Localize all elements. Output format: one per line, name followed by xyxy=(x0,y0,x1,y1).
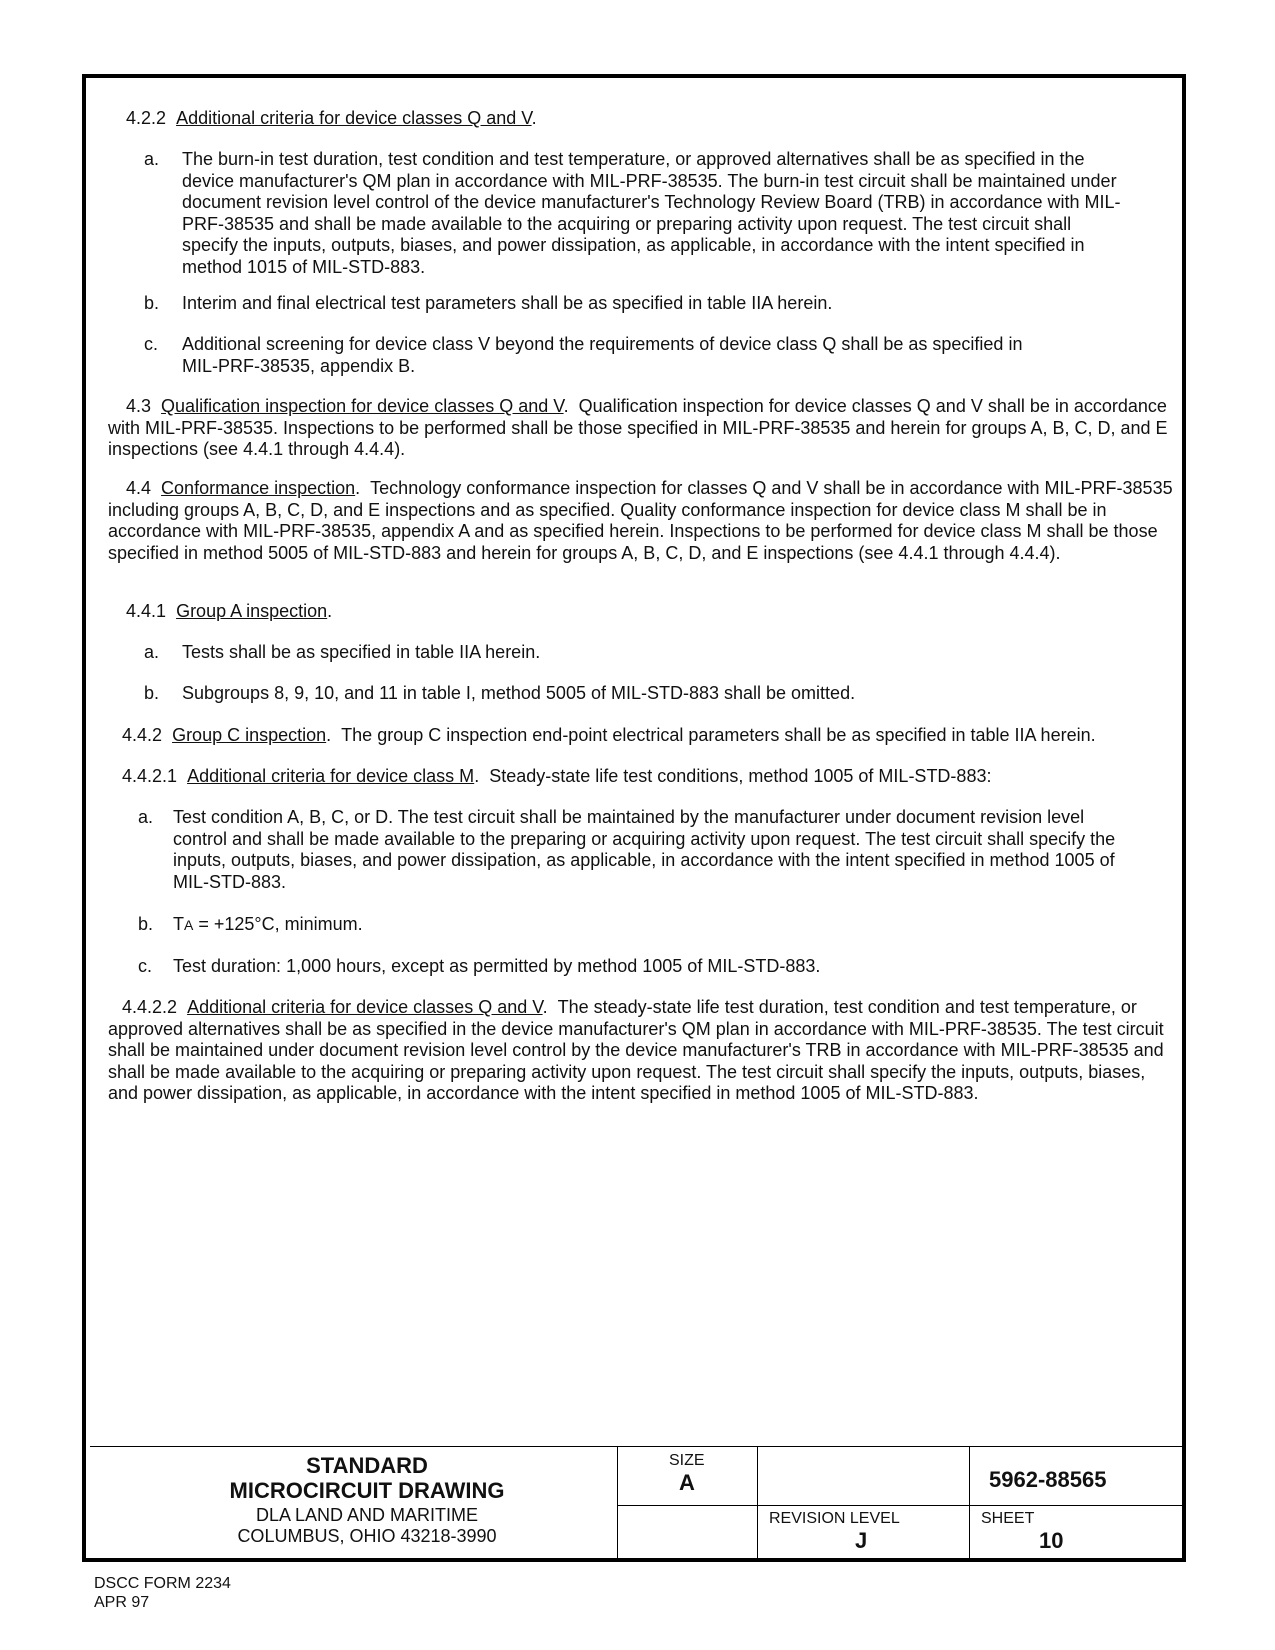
section-4-4-2: 4.4.2 Group C inspection. The group C inspection end-point electrical parameters shall be as specified in table IIA herein. xyxy=(122,725,1096,745)
section-number: 4.4.2.1 xyxy=(122,766,178,786)
list-label: b. xyxy=(144,293,160,313)
section-4-4-2-1: 4.4.2.1 Additional criteria for device class M. Steady-state life test conditions, method 1005 of MIL-STD-883: xyxy=(122,766,992,786)
temp-value: = +125°C, minimum. xyxy=(193,914,363,934)
list-text: Tests shall be as specified in table IIA herein. xyxy=(182,642,541,662)
section-body: Qualification inspection for device classes Q and V shall be in accordance with MIL-PRF-38535. Inspections to be performed shall be those specified in MIL-PRF-38535 and herein for groups A, B, C, D, and E inspections (see 4.4.1 through 4.4.4). xyxy=(108,396,1168,459)
list-text: Test condition A, B, C, or D. The test circuit shall be maintained by the manufacturer under document revision level control and shall be made available to the preparing or acquiring activity upon request. The test circuit shall specify the inputs, outputs, biases, and power dissipation, as applicable, in accordance with the intent specified in method 1005 of MIL-STD-883. xyxy=(173,807,1116,892)
list-text: Test duration: 1,000 hours, except as permitted by method 1005 of MIL-STD-883. xyxy=(173,956,821,976)
section-title: Additional criteria for device class M xyxy=(187,766,475,786)
form-identifier xyxy=(94,1574,231,1612)
section-title: Qualification inspection for device classes Q and V xyxy=(161,396,564,416)
section-4-4: 4.4 Conformance inspection. Technology conformance inspection for classes Q and V shall be in accordance with MIL-PRF-38535 including groups A, B, C, D, and E inspections and as specified. Quality conformance inspection for device class M shall be in accordance with MIL-PRF-38535, appendix A and as specified herein. Inspections to be performed for device class M shall be those specified in method 5005 of MIL-STD-883 and herein for groups A, B, C, D, and E inspections (see 4.4.1 through 4.4.4). xyxy=(108,478,1173,563)
section-number: 4.4.2.2 xyxy=(122,997,178,1017)
sheet-label: SHEET xyxy=(981,1510,1035,1527)
list-label: c. xyxy=(144,334,159,354)
sheet-number: 10 xyxy=(1039,1528,1064,1553)
section-body: Technology conformance inspection for classes Q and V shall be in accordance with MIL-PRF-38535 including groups A, B, C, D, and E inspections and as specified. Quality conformance inspection for device class M shall be in accordance with MIL-PRF-38535, appendix A and as specified herein. Inspections to be performed for device class M shall be those specified in method 5005 of MIL-STD-883 and herein for groups A, B, C, D, and E inspections (see 4.4.1 through 4.4.4). xyxy=(108,478,1173,563)
list-text: Subgroups 8, 9, 10, and 11 in table I, method 5005 of MIL-STD-883 shall be omitted. xyxy=(182,683,856,703)
form-number: DSCC FORM 2234 xyxy=(94,1575,231,1592)
standard-title: STANDARD xyxy=(306,1453,428,1478)
form-date: APR 97 xyxy=(94,1594,150,1611)
list-text: Additional screening for device class V beyond the requirements of device class Q shall be as specified in MIL-PRF-38535, appendix B. xyxy=(182,334,1023,376)
size-label: SIZE xyxy=(669,1452,705,1469)
list-label: b. xyxy=(138,914,154,934)
divider xyxy=(969,1447,970,1558)
size-value: A xyxy=(679,1470,695,1495)
section-number: 4.3 xyxy=(126,396,152,416)
section-4-4-1-heading: 4.4.1 Group A inspection. xyxy=(126,601,333,621)
list-text: The burn-in test duration, test condition and test temperature, or approved alternatives shall be as specified in the device manufacturer's QM plan in accordance with MIL-PRF-38535. The burn-in test circuit shall be maintained under document revision level control of the device manufacturer's Technology Review Board (TRB) in accordance with MIL-PRF-38535 and shall be made available to the acquiring or preparing activity upon request. The test circuit shall specify the inputs, outputs, biases, and power dissipation, as applicable, in accordance with the intent specified in method 1015 of MIL-STD-883. xyxy=(182,149,1121,277)
section-title: Group A inspection xyxy=(176,601,328,621)
section-body: The group C inspection end-point electrical parameters shall be as specified in table IIA herein. xyxy=(341,725,1096,745)
section-number: 4.4 xyxy=(126,478,152,498)
revision-level-label: REVISION LEVEL xyxy=(769,1510,900,1527)
section-title: Additional criteria for device classes Q and V xyxy=(176,108,532,128)
list-label: b. xyxy=(144,683,160,703)
microcircuit-drawing-title: MICROCIRCUIT DRAWING xyxy=(229,1478,505,1503)
section-title: Additional criteria for device classes Q and V xyxy=(187,997,543,1017)
section-title: Group C inspection xyxy=(172,725,327,745)
divider xyxy=(757,1447,758,1558)
title-block xyxy=(90,1446,1186,1558)
section-body: The steady-state life test duration, test condition and test temperature, or approved alternatives shall be as specified in the device manufacturer's QM plan in accordance with MIL-PRF-38535. The test circuit shall be maintained under document revision level control by the device manufacturer's TRB in accordance with MIL-PRF-38535 and shall be made available to the acquiring or preparing activity upon request. The test circuit shall specify the inputs, outputs, biases, and power dissipation, as applicable, in accordance with the intent specified in method 1005 of MIL-STD-883. xyxy=(108,997,1164,1103)
list-label: a. xyxy=(138,807,154,827)
temp-symbol: T xyxy=(173,914,184,934)
revision-level-value: J xyxy=(855,1528,868,1553)
section-number: 4.2.2 xyxy=(126,108,167,128)
section-number: 4.4.2 xyxy=(122,725,163,745)
divider xyxy=(617,1505,1186,1506)
org-address: COLUMBUS, OHIO 43218-3990 xyxy=(237,1526,497,1546)
section-title: Conformance inspection xyxy=(161,478,356,498)
temperature-spec xyxy=(173,914,1133,937)
list-label: a. xyxy=(144,149,160,169)
drawing-number: 5962-88565 xyxy=(989,1467,1107,1492)
section-body: Steady-state life test conditions, method 1005 of MIL-STD-883: xyxy=(489,766,992,786)
list-text: Interim and final electrical test parameters shall be as specified in table IIA herein. xyxy=(182,293,833,313)
temp-subscript: A xyxy=(184,917,194,933)
list-label: a. xyxy=(144,642,160,662)
section-number: 4.4.1 xyxy=(126,601,167,621)
list-label: c. xyxy=(138,956,153,976)
org-name: DLA LAND AND MARITIME xyxy=(255,1505,479,1525)
section-4-2-2-heading: 4.2.2 Additional criteria for device classes Q and V. xyxy=(126,108,537,128)
section-4-4-2-2: 4.4.2.2 Additional criteria for device classes Q and V. The steady-state life test duration, test condition and test temperature, or approved alternatives shall be as specified in the device manufacturer's QM plan in accordance with MIL-PRF-38535. The test circuit shall be maintained under document revision level control by the device manufacturer's TRB in accordance with MIL-PRF-38535 and shall be made available to the acquiring or preparing activity upon request. The test circuit shall specify the inputs, outputs, biases, and power dissipation, as applicable, in accordance with the intent specified in method 1005 of MIL-STD-883. xyxy=(108,997,1164,1103)
section-4-3: 4.3 Qualification inspection for device classes Q and V. Qualification inspection for device classes Q and V shall be in accordance with MIL-PRF-38535. Inspections to be performed shall be those specified in MIL-PRF-38535 and herein for groups A, B, C, D, and E inspections (see 4.4.1 through 4.4.4). xyxy=(108,396,1168,459)
